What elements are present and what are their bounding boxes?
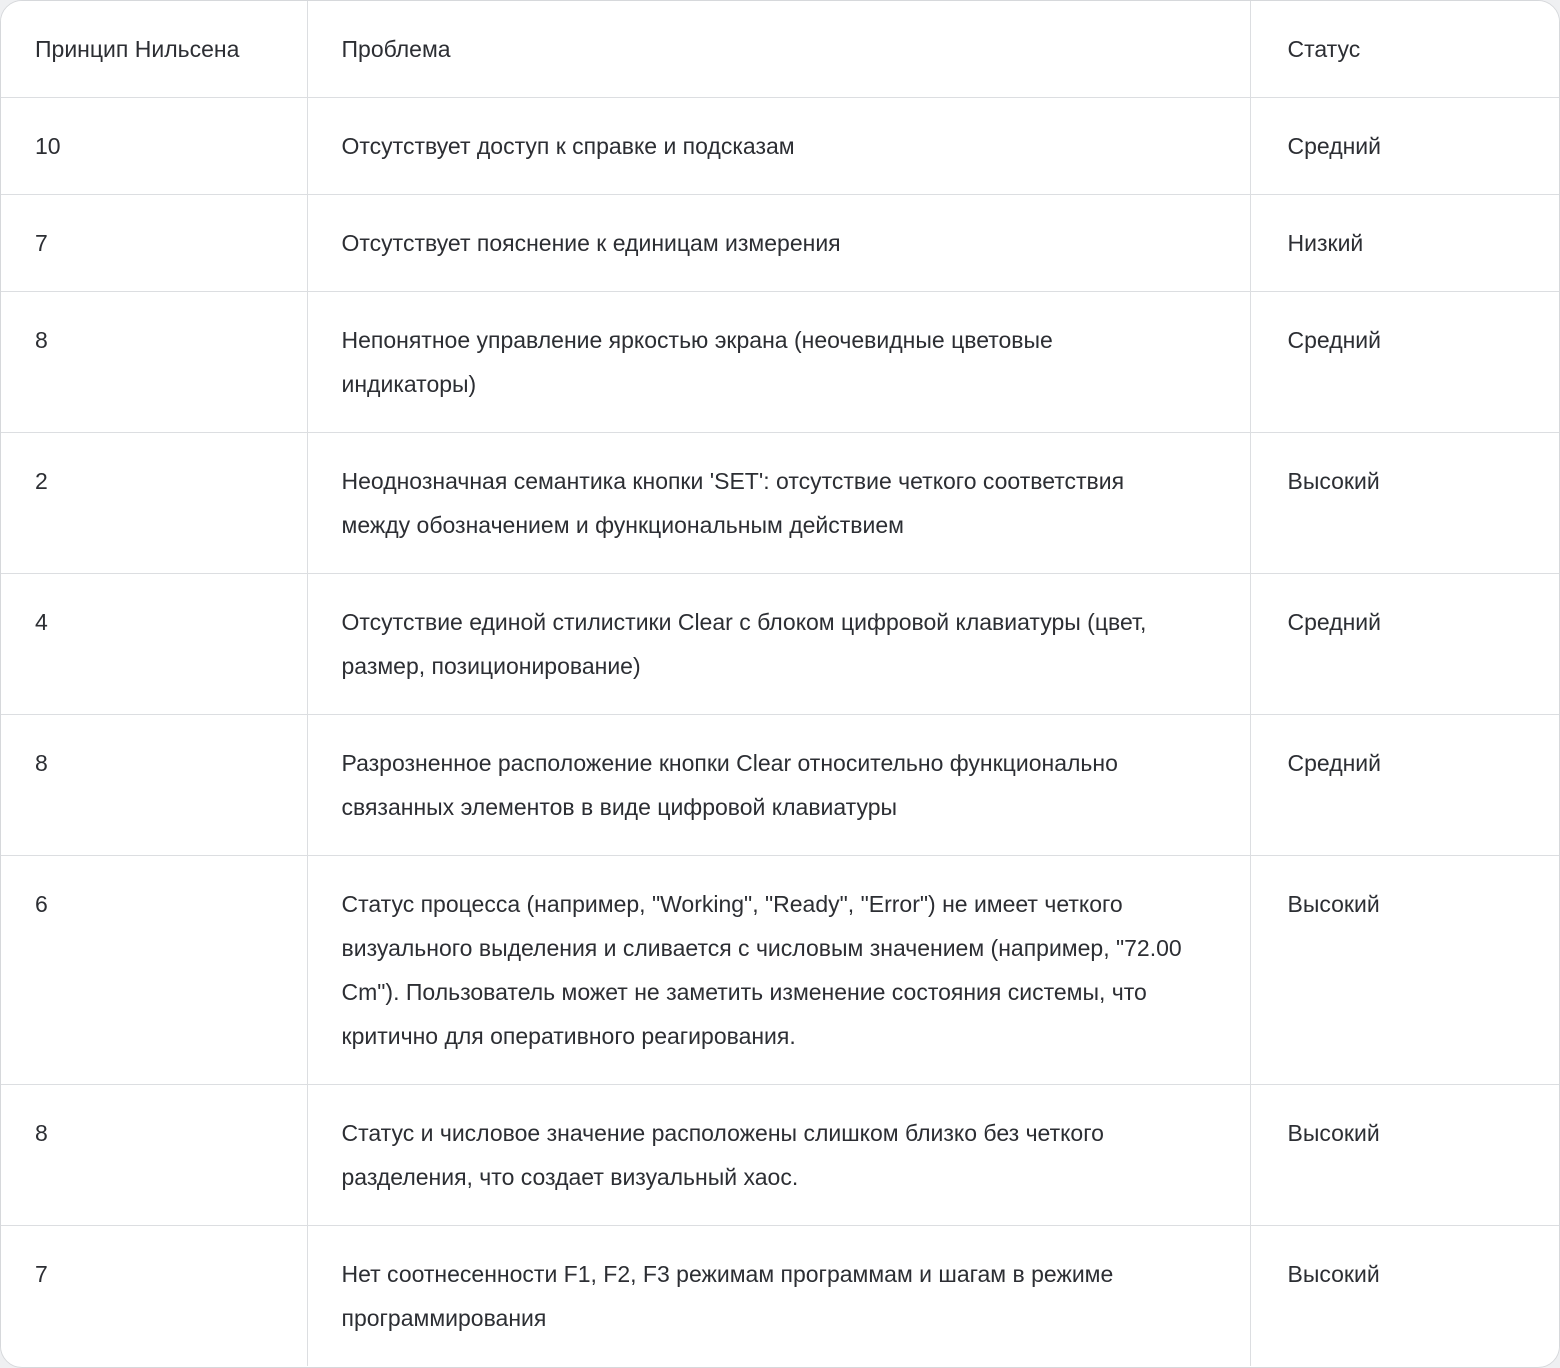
cell-principle: 8 bbox=[1, 1085, 307, 1226]
cell-status: Средний bbox=[1250, 98, 1559, 195]
cell-status: Высокий bbox=[1250, 1085, 1559, 1226]
cell-problem: Отсутствует пояснение к единицам измерения bbox=[307, 195, 1250, 292]
table-row bbox=[1, 574, 1559, 715]
cell-status: Высокий bbox=[1250, 433, 1559, 574]
cell-problem: Неоднозначная семантика кнопки 'SET': отсутствие четкого соответствия между обозначением и функциональным действием bbox=[307, 433, 1250, 574]
table-row bbox=[1, 1085, 1559, 1226]
cell-status: Высокий bbox=[1250, 856, 1559, 1085]
column-header-status: Статус bbox=[1250, 1, 1559, 98]
cell-principle: 8 bbox=[1, 715, 307, 856]
column-header-problem: Проблема bbox=[307, 1, 1250, 98]
table-row bbox=[1, 715, 1559, 856]
header-row bbox=[1, 1, 1559, 98]
cell-principle: 2 bbox=[1, 433, 307, 574]
cell-status: Средний bbox=[1250, 292, 1559, 433]
table-row bbox=[1, 195, 1559, 292]
cell-principle: 10 bbox=[1, 98, 307, 195]
cell-problem: Статус и числовое значение расположены слишком близко без четкого разделения, что создает визуальный хаос. bbox=[307, 1085, 1250, 1226]
cell-problem: Статус процесса (например, "Working", "Ready", "Error") не имеет четкого визуального выделения и сливается с числовым значением (например, "72.00 Cm"). Пользователь может не заметить изменение состояния системы, что критично для оперативного реагирования. bbox=[307, 856, 1250, 1085]
cell-principle: 6 bbox=[1, 856, 307, 1085]
cell-problem: Отсутствие единой стилистики Clear с блоком цифровой клавиатуры (цвет, размер, позиционирование) bbox=[307, 574, 1250, 715]
heuristics-table bbox=[1, 1, 1559, 1366]
cell-status: Низкий bbox=[1250, 195, 1559, 292]
table-row bbox=[1, 433, 1559, 574]
table-row bbox=[1, 1226, 1559, 1367]
cell-principle: 7 bbox=[1, 195, 307, 292]
cell-problem: Нет соотнесенности F1, F2, F3 режимам программам и шагам в режиме программирования bbox=[307, 1226, 1250, 1367]
column-header-principle: Принцип Нильсена bbox=[1, 1, 307, 98]
table-row bbox=[1, 292, 1559, 433]
table-row bbox=[1, 98, 1559, 195]
cell-principle: 4 bbox=[1, 574, 307, 715]
cell-principle: 7 bbox=[1, 1226, 307, 1367]
table-row bbox=[1, 856, 1559, 1085]
cell-problem: Непонятное управление яркостью экрана (неочевидные цветовые индикаторы) bbox=[307, 292, 1250, 433]
cell-status: Высокий bbox=[1250, 1226, 1559, 1367]
cell-problem: Разрозненное расположение кнопки Clear относительно функционально связанных элементов в виде цифровой клавиатуры bbox=[307, 715, 1250, 856]
cell-status: Средний bbox=[1250, 574, 1559, 715]
cell-problem: Отсутствует доступ к справке и подсказам bbox=[307, 98, 1250, 195]
cell-status: Средний bbox=[1250, 715, 1559, 856]
cell-principle: 8 bbox=[1, 292, 307, 433]
